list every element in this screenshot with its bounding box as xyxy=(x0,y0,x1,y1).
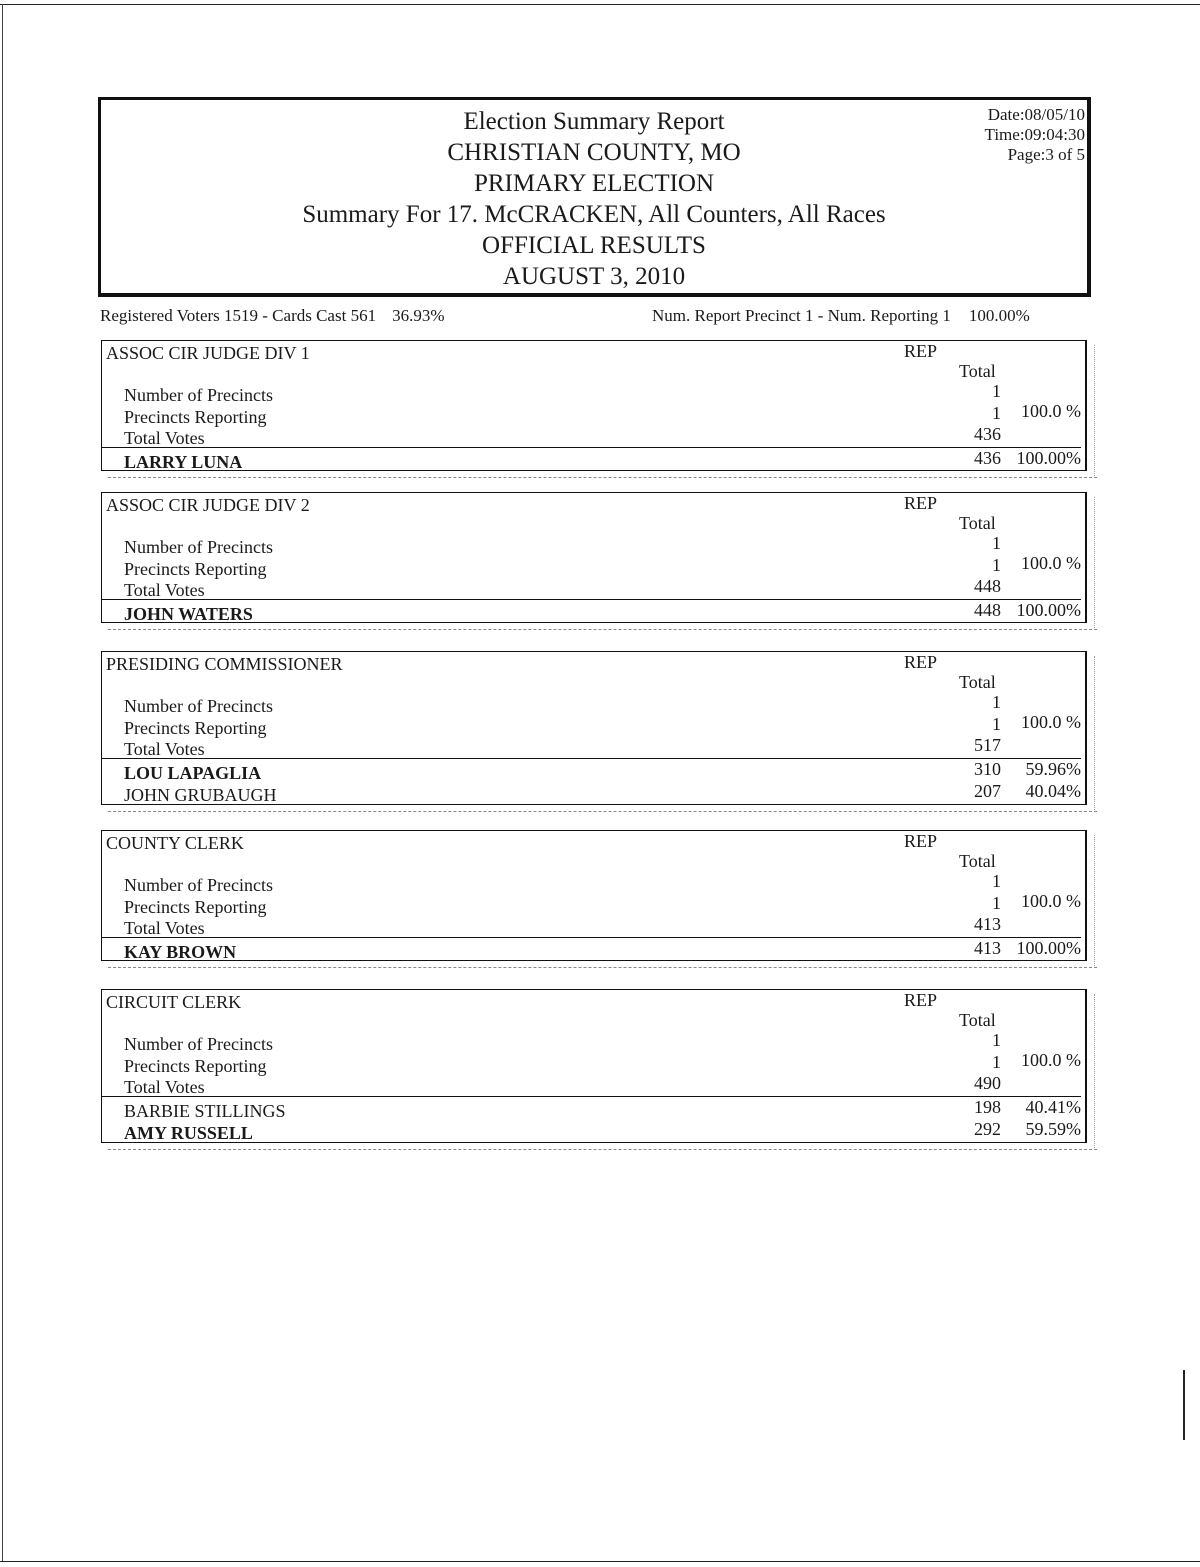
registered-voters: Registered Voters 1519 - Cards Cast 561 xyxy=(100,306,377,325)
scan-shadow-line xyxy=(108,811,1097,812)
precinct-summary xyxy=(652,306,1030,326)
race-title: ASSOC CIR JUDGE DIV 2 xyxy=(106,495,310,515)
report-time: Time:09:04:30 xyxy=(984,125,1085,144)
results-divider xyxy=(102,599,1081,600)
candidate-percent: 59.96% xyxy=(1025,759,1081,779)
precincts-reporting-label: Precincts Reporting xyxy=(124,1056,267,1076)
candidate-name: LOU LAPAGLIA xyxy=(124,763,262,783)
total-column-header: Total xyxy=(959,851,996,871)
scan-left-edge xyxy=(2,4,3,1562)
race-title: COUNTY CLERK xyxy=(106,833,244,853)
candidate-name: LARRY LUNA xyxy=(124,452,243,472)
party-label: REP xyxy=(904,652,938,672)
candidate-votes: 436 xyxy=(974,448,1001,468)
scan-top-edge xyxy=(0,4,1200,5)
num-precincts-value: 1 xyxy=(992,871,1001,891)
precincts-reporting-percent: 100.0 % xyxy=(1021,891,1081,911)
report-title-block xyxy=(101,106,1087,292)
scan-shadow-line xyxy=(108,477,1097,478)
num-precincts-value: 1 xyxy=(992,381,1001,401)
candidate-name: KAY BROWN xyxy=(124,942,237,962)
race-section xyxy=(101,651,1087,805)
total-column-header: Total xyxy=(959,361,996,381)
precincts-reporting-label: Precincts Reporting xyxy=(124,559,267,579)
total-column-header: Total xyxy=(959,513,996,533)
candidate-percent: 40.41% xyxy=(1025,1097,1081,1117)
party-label: REP xyxy=(904,341,938,361)
num-precincts-value: 1 xyxy=(992,533,1001,553)
results-divider xyxy=(102,758,1081,759)
candidate-votes: 413 xyxy=(974,938,1001,958)
candidate-percent: 59.59% xyxy=(1025,1119,1081,1139)
race-title: CIRCUIT CLERK xyxy=(106,992,242,1012)
num-precincts-value: 1 xyxy=(992,1030,1001,1050)
scan-shadow-edge xyxy=(1094,835,1095,966)
precincts-reporting-value: 1 xyxy=(992,893,1001,913)
precincts-reporting-label: Precincts Reporting xyxy=(124,718,267,738)
party-label: REP xyxy=(904,831,938,851)
num-precincts-label: Number of Precincts xyxy=(124,537,273,557)
scan-shadow-edge xyxy=(1094,497,1095,628)
reporting-percent: 100.00% xyxy=(968,306,1030,325)
candidate-name: BARBIE STILLINGS xyxy=(124,1101,286,1121)
total-votes-label: Total Votes xyxy=(124,739,205,759)
total-column-header: Total xyxy=(959,672,996,692)
results-divider xyxy=(102,1096,1081,1097)
precincts-reporting-label: Precincts Reporting xyxy=(124,407,267,427)
party-label: REP xyxy=(904,493,938,513)
candidate-percent: 100.00% xyxy=(1016,448,1081,468)
report-meta xyxy=(985,105,1085,165)
candidate-votes: 310 xyxy=(974,759,1001,779)
race-title: PRESIDING COMMISSIONER xyxy=(106,654,343,674)
num-precincts-label: Number of Precincts xyxy=(124,696,273,716)
scan-shadow-line xyxy=(108,1149,1097,1150)
election-date: AUGUST 3, 2010 xyxy=(502,263,686,290)
party-label: REP xyxy=(904,990,938,1010)
report-title: Election Summary Report xyxy=(463,108,725,135)
candidate-percent: 100.00% xyxy=(1016,600,1081,620)
county-name: CHRISTIAN COUNTY, MO xyxy=(447,139,741,166)
candidate-votes: 207 xyxy=(974,781,1001,801)
report-header xyxy=(98,97,1091,297)
candidate-votes: 292 xyxy=(974,1119,1001,1139)
scan-shadow-edge xyxy=(1094,656,1095,810)
summary-scope: Summary For 17. McCRACKEN, All Counters, All Races xyxy=(302,201,886,228)
total-votes-label: Total Votes xyxy=(124,428,205,448)
precincts-reporting-percent: 100.0 % xyxy=(1021,401,1081,421)
scan-shadow-line xyxy=(108,967,1097,968)
total-votes-label: Total Votes xyxy=(124,1077,205,1097)
num-precincts-value: 1 xyxy=(992,692,1001,712)
voter-summary xyxy=(100,306,445,326)
precincts-reporting-value: 1 xyxy=(992,555,1001,575)
election-name: PRIMARY ELECTION xyxy=(473,170,715,197)
precincts-reporting-value: 1 xyxy=(992,1052,1001,1072)
report-date: Date:08/05/10 xyxy=(987,105,1085,124)
candidate-votes: 448 xyxy=(974,600,1001,620)
race-section xyxy=(101,989,1087,1143)
reporting-precincts: Num. Report Precinct 1 - Num. Reporting 1 xyxy=(652,306,951,325)
race-title: ASSOC CIR JUDGE DIV 1 xyxy=(106,343,310,363)
precincts-reporting-percent: 100.0 % xyxy=(1021,553,1081,573)
scan-shadow-edge xyxy=(1094,994,1095,1148)
num-precincts-label: Number of Precincts xyxy=(124,1034,273,1054)
precincts-reporting-percent: 100.0 % xyxy=(1021,1050,1081,1070)
candidate-votes: 198 xyxy=(974,1097,1001,1117)
turnout-percent: 36.93% xyxy=(392,306,445,325)
candidate-name: JOHN GRUBAUGH xyxy=(124,785,277,805)
results-status: OFFICIAL RESULTS xyxy=(482,232,706,259)
precincts-reporting-label: Precincts Reporting xyxy=(124,897,267,917)
candidate-name: JOHN WATERS xyxy=(124,604,253,624)
candidate-name: AMY RUSSELL xyxy=(124,1123,253,1143)
total-column-header: Total xyxy=(959,1010,996,1030)
scan-bottom-edge xyxy=(0,1561,1200,1562)
precincts-reporting-value: 1 xyxy=(992,714,1001,734)
precincts-reporting-percent: 100.0 % xyxy=(1021,712,1081,732)
total-votes-value: 413 xyxy=(974,914,1001,934)
total-votes-value: 448 xyxy=(974,576,1001,596)
num-precincts-label: Number of Precincts xyxy=(124,385,273,405)
candidate-percent: 100.00% xyxy=(1016,938,1081,958)
results-divider xyxy=(102,937,1081,938)
scan-margin-mark xyxy=(1183,1370,1185,1440)
total-votes-label: Total Votes xyxy=(124,918,205,938)
total-votes-value: 517 xyxy=(974,735,1001,755)
precincts-reporting-value: 1 xyxy=(992,403,1001,423)
race-section xyxy=(101,492,1087,623)
scan-shadow-edge xyxy=(1094,345,1095,476)
total-votes-value: 436 xyxy=(974,424,1001,444)
total-votes-value: 490 xyxy=(974,1073,1001,1093)
total-votes-label: Total Votes xyxy=(124,580,205,600)
race-section xyxy=(101,340,1087,471)
race-section xyxy=(101,830,1087,961)
num-precincts-label: Number of Precincts xyxy=(124,875,273,895)
candidate-percent: 40.04% xyxy=(1025,781,1081,801)
results-divider xyxy=(102,447,1081,448)
page-number: Page:3 of 5 xyxy=(1007,145,1085,164)
scan-shadow-line xyxy=(108,629,1097,630)
